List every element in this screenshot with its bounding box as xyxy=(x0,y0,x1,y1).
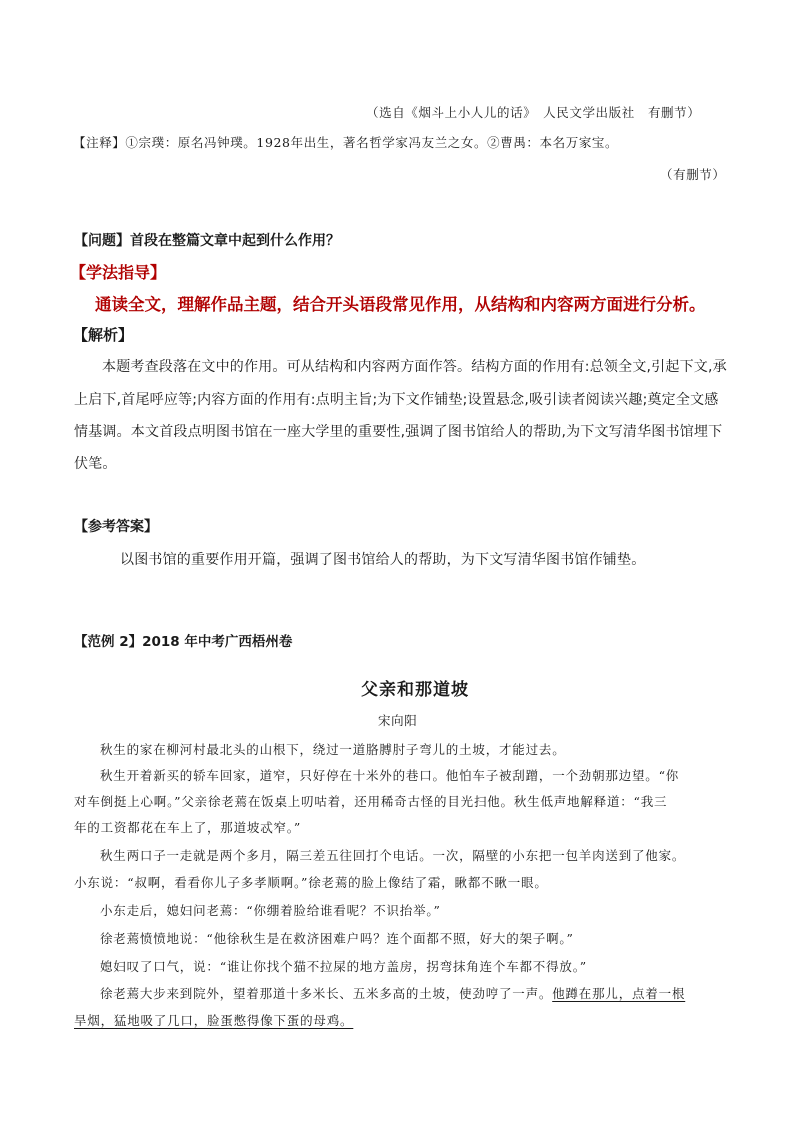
method-text: 通读全文，理解作品主题，结合开头语段常见作用，从结构和内容两方面进行分析。 xyxy=(95,295,706,314)
answer-text: 以图书馆的重要作用开篇，强调了图书馆给人的帮助，为下文写清华图书馆作铺垫。 xyxy=(120,552,646,568)
story-line-8: 徐老蔫愤愤地说：“他徐秋生是在救济困难户吗？连个面都不照，好大的架子啊。” xyxy=(100,931,574,946)
story-line-11-underlined: 旱烟，猛地吸了几口，脸蛋憋得像下蛋的母鸡。 xyxy=(74,1013,354,1028)
story-title: 父亲和那道坡 xyxy=(361,680,469,700)
example-heading: 【范例 2】2018 年中考广西梧州卷 xyxy=(74,634,293,650)
story-line-6: 小东说：“叔啊，看看你儿子多孝顺啊。”徐老蔫的脸上像结了霜，瞅都不瞅一眼。 xyxy=(74,875,548,890)
annotation-notes: 【注释】①宗璞：原名冯钟璞。1928年出生，著名哲学家冯友兰之女。②曹禺：本名万家宝。 xyxy=(73,135,619,150)
answer-heading: 【参考答案】 xyxy=(74,519,158,535)
story-line-7: 小东走后，媳妇问老蔫：“你绷着脸给谁看呢？不识抬举。” xyxy=(100,903,441,918)
story-line-4: 年的工资都花在车上了，那道坡忒窄。” xyxy=(74,820,302,835)
analysis-line-1: 本题考查段落在文中的作用。可从结构和内容两方面作答。结构方面的作用有:总领全文,引起下文,承 xyxy=(102,359,727,375)
story-line-9: 媳妇叹了口气，说：“谁让你找个猫不拉屎的地方盖房，拐弯抹角连个车都不得放。” xyxy=(100,959,587,974)
story-line-3: 对车倒挺上心啊。”父亲徐老蔫在饭桌上叨咕着，还用稀奇古怪的目光扫他。秋生低声地解释道：“我三 xyxy=(74,794,668,809)
question-line: 【问题】首段在整篇文章中起到什么作用？ xyxy=(74,233,340,249)
method-heading: 【学法指导】 xyxy=(70,263,167,282)
story-line-10 xyxy=(100,984,685,1002)
analysis-line-4: 伏笔。 xyxy=(74,456,117,472)
analysis-heading: 【解析】 xyxy=(73,326,134,344)
story-line-1: 秋生的家在柳河村最北头的山根下，绕过一道胳膊肘子弯儿的土坡，才能过去。 xyxy=(100,742,566,757)
story-line-10-plain: 徐老蔫大步来到院外，望着那道十多米长、五米多高的土坡，使劲哼了一声。 xyxy=(100,986,553,1001)
story-author: 宋向阳 xyxy=(378,713,418,728)
abridged-note: （有删节） xyxy=(660,167,726,182)
source-citation: （选自《烟斗上小人儿的话》 人民文学出版社 有删节） xyxy=(366,105,701,120)
story-line-5: 秋生两口子一走就是两个多月，隔三差五往回打个电话。一次，隔壁的小东把一包羊肉送到了他家。 xyxy=(100,848,686,863)
story-line-10-underlined: 他蹲在那儿，点着一根 xyxy=(552,986,686,1001)
analysis-line-3: 情基调。本文首段点明图书馆在一座大学里的重要性,强调了图书馆给人的帮助,为下文写清华图书馆埋下 xyxy=(74,424,723,440)
analysis-line-2: 上启下,首尾呼应等;内容方面的作用有:点明主旨;为下文作铺垫;设置悬念,吸引读者阅读兴趣;奠定全文感 xyxy=(74,392,719,408)
story-line-2: 秋生开着新买的轿车回家，道窄，只好停在十米外的巷口。他怕车子被刮蹭，一个劲朝那边望。“你 xyxy=(100,768,680,783)
